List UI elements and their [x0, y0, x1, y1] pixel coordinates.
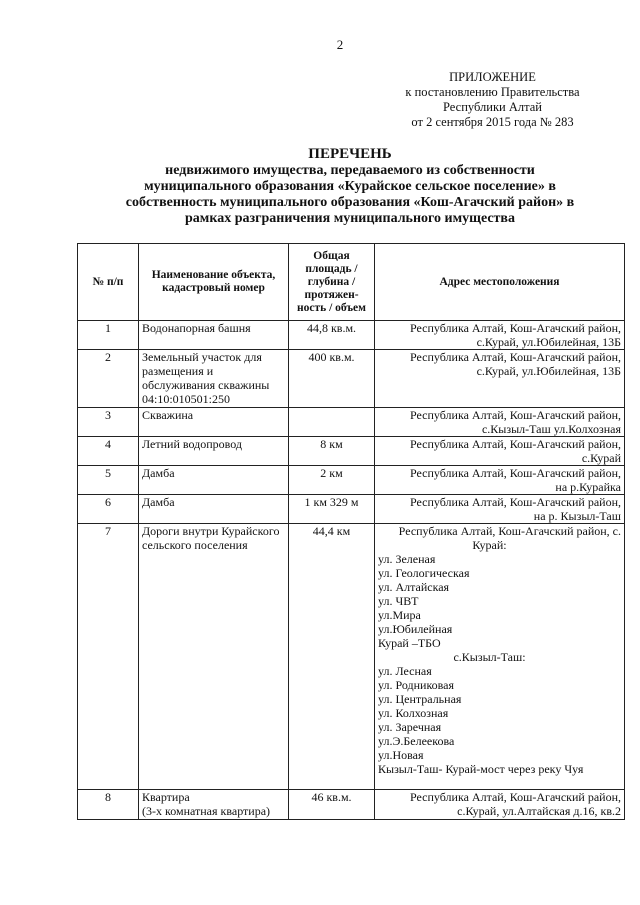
street-item: ул. Алтайская — [378, 580, 450, 594]
row-num: 8 — [78, 790, 139, 820]
table-row — [78, 466, 625, 495]
row-name: Скважина — [139, 408, 289, 437]
street-item: ул. Центральная — [378, 692, 462, 706]
row-num: 2 — [78, 350, 139, 408]
address-line: Республика Алтай, Кош-Агачский район, — [410, 437, 621, 451]
row-num: 1 — [78, 321, 139, 350]
row-address — [375, 408, 625, 437]
row-name — [139, 790, 289, 820]
row-address — [375, 437, 625, 466]
header-num: № п/п — [78, 244, 139, 321]
address-line: Курай: — [472, 538, 507, 552]
table-row — [78, 350, 625, 408]
row-area: 44,4 км — [289, 524, 375, 790]
title-line: недвижимого имущества, передаваемого из собственности — [165, 163, 535, 178]
address-line: с.Курай, ул.Юбилейная, 13Б — [476, 335, 621, 349]
title-heading: ПЕРЕЧЕНЬ — [308, 146, 392, 162]
address-line: Республика Алтай, Кош-Агачский район, — [410, 321, 621, 335]
row-name-line: Квартира — [142, 790, 190, 804]
street-item: Курай –ТБО — [378, 636, 441, 650]
street-item: ул. Колхозная — [378, 706, 449, 720]
table-row — [78, 495, 625, 524]
appendix-line: к постановлению Правительства — [405, 85, 580, 99]
table-header-row — [78, 244, 625, 321]
row-address — [375, 321, 625, 350]
row-address — [375, 495, 625, 524]
address-line: Республика Алтай, Кош-Агачский район, — [410, 495, 621, 509]
row-name: Летний водопровод — [139, 437, 289, 466]
row-area: 2 км — [289, 466, 375, 495]
table-row — [78, 321, 625, 350]
row-address — [375, 350, 625, 408]
street-item: ул.Новая — [378, 748, 424, 762]
table-row — [78, 437, 625, 466]
property-table — [77, 243, 625, 820]
address-line: Республика Алтай, Кош-Агачский район, — [410, 408, 621, 422]
row-name: Дороги внутри Курайского сельского поселения — [139, 524, 289, 790]
address-line: с.Курай — [581, 451, 621, 465]
document-title — [100, 146, 600, 227]
street-item: ул. Родниковая — [378, 678, 455, 692]
table-row — [78, 408, 625, 437]
address-line: на р.Курайка — [555, 480, 621, 494]
table-row — [78, 524, 625, 790]
row-num: 3 — [78, 408, 139, 437]
street-item: ул. Лесная — [378, 664, 432, 678]
address-line: на р. Кызыл-Таш — [533, 509, 621, 523]
street-item: ул.Юбилейная — [378, 622, 453, 636]
row-name: Дамба — [139, 466, 289, 495]
row-name: Дамба — [139, 495, 289, 524]
row-area: 400 кв.м. — [289, 350, 375, 408]
row-address — [375, 524, 625, 790]
row-area: 1 км 329 м — [289, 495, 375, 524]
row-area: 44,8 кв.м. — [289, 321, 375, 350]
row-area — [289, 408, 375, 437]
address-line: с.Курай, ул.Алтайская д.16, кв.2 — [457, 804, 621, 818]
address-line: с.Кызыл-Таш ул.Колхозная — [481, 422, 621, 436]
row-num: 5 — [78, 466, 139, 495]
appendix-block — [390, 70, 595, 130]
appendix-heading: ПРИЛОЖЕНИЕ — [449, 70, 536, 84]
street-item: ул.Мира — [378, 608, 421, 622]
address-line: Республика Алтай, Кош-Агачский район, — [410, 350, 621, 364]
address-line: Республика Алтай, Кош-Агачский район, с. — [398, 524, 621, 538]
street-item: ул. Заречная — [378, 720, 442, 734]
appendix-line: Республики Алтай — [443, 100, 542, 114]
row-num: 4 — [78, 437, 139, 466]
row-address — [375, 790, 625, 820]
appendix-date: от 2 сентября 2015 года № 283 — [411, 115, 574, 129]
table-row — [78, 790, 625, 820]
street-item: ул. Геологическая — [378, 566, 470, 580]
header-area: Общая площадь / глубина / протяжен-ность / объем — [289, 244, 375, 321]
row-name-line: (3-х комнатная квартира) — [142, 804, 271, 818]
row-num: 7 — [78, 524, 139, 790]
row-name: Земельный участок для размещения и обслуживания скважины 04:10:010501:250 — [139, 350, 289, 408]
address-line: Республика Алтай, Кош-Агачский район, — [410, 790, 621, 804]
village-name: с.Кызыл-Таш: — [453, 650, 526, 664]
header-name: Наименование объекта, кадастровый номер — [139, 244, 289, 321]
row-area: 46 кв.м. — [289, 790, 375, 820]
address-line: Республика Алтай, Кош-Агачский район, — [410, 466, 621, 480]
title-line: муниципального образования «Курайское сельское поселение» в — [144, 179, 556, 194]
row-num: 6 — [78, 495, 139, 524]
row-address — [375, 466, 625, 495]
header-address: Адрес местоположения — [375, 244, 625, 321]
page-number: 2 — [336, 37, 344, 52]
row-area: 8 км — [289, 437, 375, 466]
street-item: ул.Э.Белеекова — [378, 734, 455, 748]
street-item: ул. Зеленая — [378, 552, 436, 566]
address-line: с.Курай, ул.Юбилейная, 13Б — [476, 364, 621, 378]
street-item: ул. ЧВТ — [378, 594, 419, 608]
title-line: рамках разграничения муниципального имущества — [185, 211, 515, 226]
title-line: собственность муниципального образования «Кош-Агачский район» в — [125, 195, 575, 210]
row-name: Водонапорная башня — [139, 321, 289, 350]
street-item: Кызыл-Таш- Курай-мост через реку Чуя — [378, 762, 584, 776]
